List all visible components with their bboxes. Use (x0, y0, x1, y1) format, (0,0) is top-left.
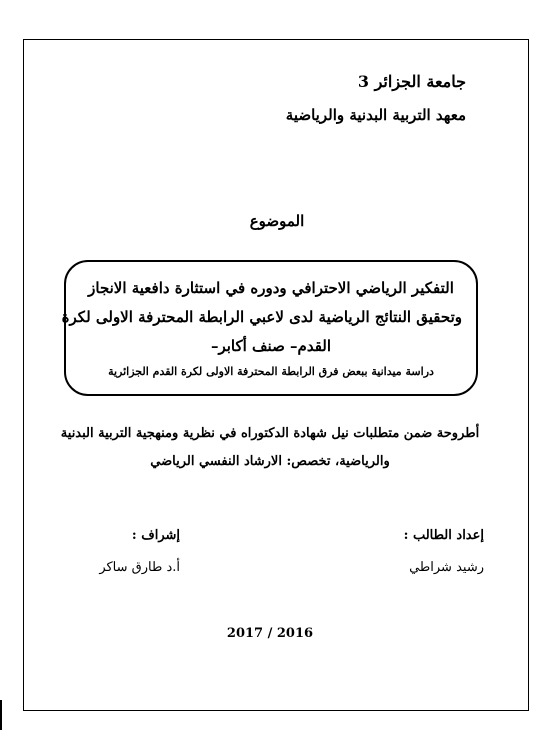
institute-name: معهد التربية البدنية والرياضية (285, 106, 466, 124)
supervisor-label: إشراف : (131, 528, 180, 543)
academic-year: 2017 / 2016 (226, 626, 314, 641)
thesis-line-1: أطروحة ضمن متطلبات نيل شهادة الدكتوراه في نظرية ومنهجية التربية البدنية (60, 426, 480, 441)
title-line-2: وتحقيق النتائج الرياضية لدى لاعبي الرابطة المحترفة الاولى لكرة (61, 308, 462, 326)
student-label: إعداد الطالب : (403, 528, 484, 543)
thesis-statement (40, 420, 500, 476)
supervisor-name: أ.د طارق ساكر (99, 560, 180, 575)
title-line-3: القدم– صنف أكابر– (210, 337, 332, 355)
title-subtitle: دراسة ميدانية ببعض فرق الرابطة المحترفة الاولى لكرة القدم الجزائرية (108, 365, 434, 378)
subject-heading: الموضوع (249, 212, 305, 230)
university-name: جامعة الجزائر 3 (357, 72, 466, 91)
title-line-1: التفكير الرياضي الاحترافي ودوره في استثارة دافعية الانجاز (88, 279, 454, 297)
student-name: رشيد شراطي (409, 560, 484, 575)
title-box (61, 260, 478, 396)
thesis-line-2: والرياضية، تخصص: الارشاد النفسي الرياضي (150, 454, 390, 469)
page-edge-line (0, 700, 2, 730)
